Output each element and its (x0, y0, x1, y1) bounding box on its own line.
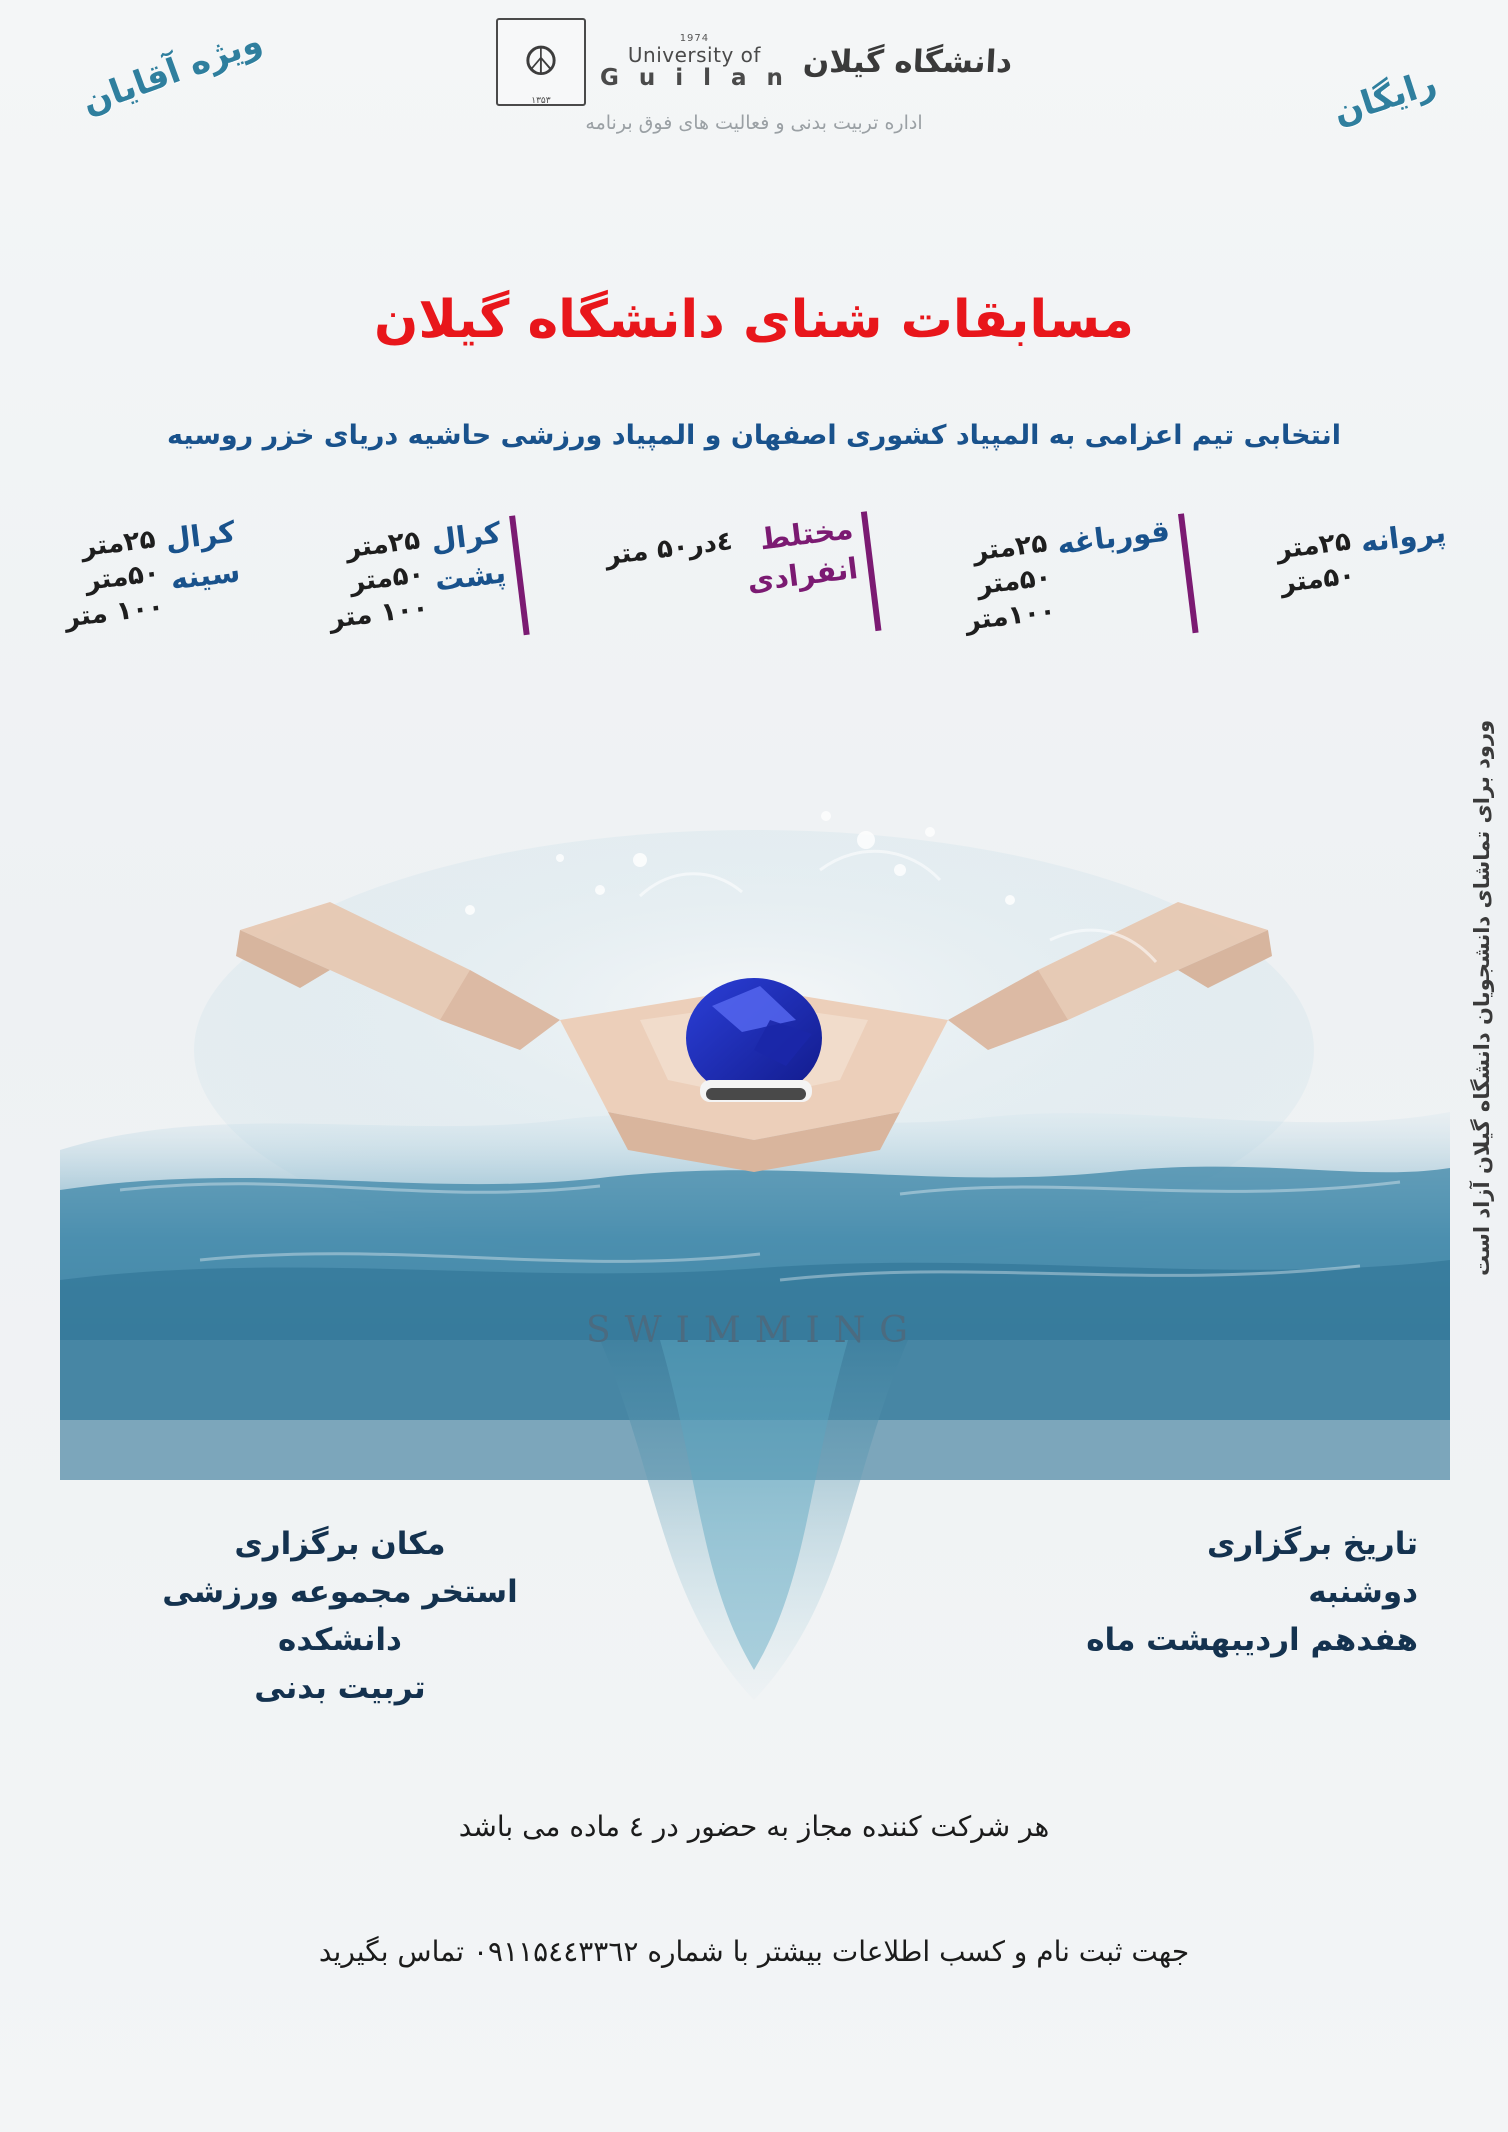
event-individual-medley (603, 509, 881, 662)
venue-line1: استخر مجموعه ورزشی دانشکده (162, 1574, 518, 1659)
event-name-line: انفرادی (745, 550, 860, 599)
contact-note: جهت ثبت نام و کسب اطلاعات بیشتر با شماره ۰۹۱۱۵٤٤۳۳٦۲ تماس بگیرید (318, 1935, 1190, 1968)
logo-en-line1: University of (627, 42, 761, 67)
department-line: اداره تربیت بدنی و فعالیت های فوق برنامه (585, 112, 923, 134)
event-crawl-chest (55, 514, 245, 633)
logo-en-line2: G u i l a n (599, 64, 789, 91)
event-distances (55, 524, 166, 633)
events-list (60, 511, 1448, 715)
event-butterfly (1275, 515, 1452, 599)
badge-men-only: ویژه آقایان (76, 21, 268, 123)
event-distance: ۲۵متر (344, 525, 423, 565)
event-name (1359, 515, 1448, 559)
event-name (428, 515, 508, 597)
event-name-line: کرال (163, 514, 238, 557)
event-distance: ۱۰۰ متر (327, 592, 431, 635)
event-distance: ۱۰۰متر (963, 595, 1057, 637)
event-name (740, 511, 859, 598)
university-crest-icon (496, 18, 586, 106)
logo-en-text (600, 34, 789, 90)
badge-free: رایگان (1328, 62, 1442, 134)
event-divider (861, 511, 882, 631)
event-divider (509, 515, 530, 635)
participation-note: هر شرکت کننده مجاز به حضور در ٤ ماده می باشد (458, 1810, 1050, 1843)
logo-year-en: 1974 (679, 33, 710, 45)
date-value: هفدهم اردیبهشت ماه (1086, 1622, 1418, 1659)
event-distance: ۱۰۰ متر (62, 591, 166, 634)
event-distance: ۲۵متر (1274, 526, 1353, 566)
event-distance: ۵۰متر (1278, 560, 1357, 600)
event-name-line: سینه (168, 554, 242, 597)
artwork-word: SWIMMING (585, 1310, 923, 1351)
event-distance: ۲۵متر (970, 528, 1049, 568)
page-subtitle: انتخابی تیم اعزامی به المپیاد کشوری اصفهان و المپیاد ورزشی حاشیه دریای خزر روسیه (166, 420, 1342, 451)
event-name-line: کرال (429, 515, 504, 558)
event-distance: ۲۵متر (79, 524, 158, 564)
venue-line2: تربیت بدنی (254, 1670, 426, 1707)
event-distances (955, 528, 1057, 636)
poster-header (0, 0, 1508, 200)
logo-fa-text: دانشگاه گیلان (801, 44, 1014, 80)
date-info (1086, 1520, 1418, 1664)
logo-year-fa: ۱۳۵۳ (531, 96, 551, 106)
date-label: تاریخ برگزاری (1206, 1526, 1418, 1562)
crest-bird-glyph: ☮ (523, 39, 559, 85)
logo-row (474, 18, 1034, 106)
event-distances (603, 526, 734, 571)
event-name-line: پروانه (1358, 514, 1448, 560)
event-distances (320, 525, 431, 634)
event-distance: ۵۰متر (974, 562, 1053, 602)
date-day: دوشنبه (1308, 1574, 1418, 1611)
event-distance: ۵۰متر (83, 557, 162, 597)
event-backstroke (320, 513, 530, 658)
venue-info (120, 1520, 560, 1712)
university-logo (474, 18, 1034, 134)
event-name-line: مختلط (757, 511, 855, 557)
event-name (163, 514, 242, 596)
event-distance: ۵۰متر (348, 559, 427, 598)
page-title: مسابقات شنای دانشگاه گیلان (374, 290, 1134, 350)
event-name (1055, 513, 1171, 561)
event-distance: ٤در۵۰ متر (603, 526, 734, 572)
event-breaststroke (955, 511, 1198, 660)
event-name-line: قورباغه (1054, 513, 1172, 561)
side-note: ورود برای تماشای دانشجویان دانشگاه گیلان آزاد است (1470, 720, 1494, 1277)
event-name-line: پشت (433, 555, 508, 598)
event-divider (1177, 513, 1198, 633)
event-distances (1275, 527, 1357, 600)
venue-label: مکان برگزاری (234, 1526, 446, 1562)
